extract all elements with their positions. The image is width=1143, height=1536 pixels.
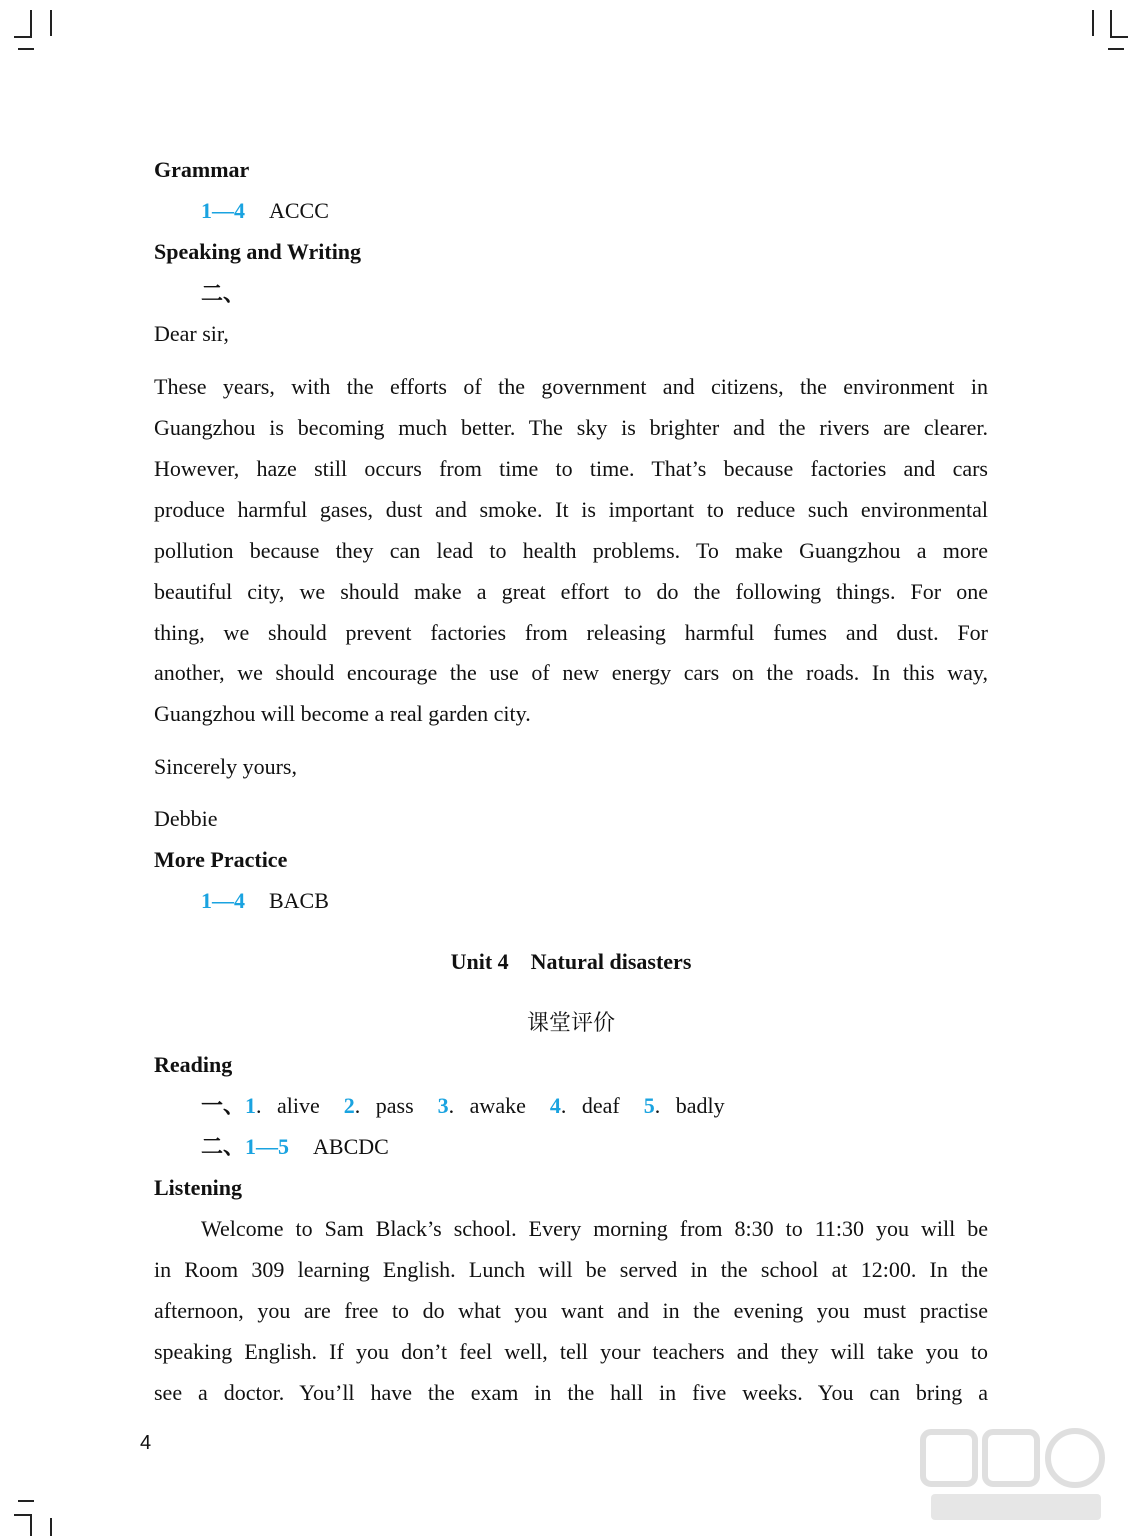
letter-line: produce harmful gases, dust and smoke. It is important to reduce such environmental: [154, 497, 988, 522]
reading-part1-row: 一、1. alive 2. pass 3. awake 4. deaf 5. badly: [201, 1093, 725, 1118]
unit-title: Unit 4 Natural disasters: [450, 949, 692, 974]
reading-part2-number: 1—5: [245, 1134, 290, 1159]
grammar-item-number: 1—4: [201, 198, 245, 223]
reading-part1-label: 一、: [201, 1093, 246, 1118]
letter-line: However, haze still occurs from time to time. That’s because factories and cars: [154, 456, 988, 481]
speaking-writing-heading: Speaking and Writing: [154, 239, 362, 264]
crop-mark-bl-h: [18, 1500, 34, 1502]
grammar-answer-row: [201, 198, 329, 224]
letter-line: Guangzhou will become a real garden city.: [154, 701, 531, 726]
crop-mark-tr-v1: [1092, 10, 1094, 36]
listening-line: Welcome to Sam Black’s school. Every morning from 8:30 to 11:30 you will be: [201, 1216, 988, 1241]
letter-salutation: Dear sir,: [154, 321, 229, 346]
letter-closing: Sincerely yours,: [154, 754, 297, 779]
unit-subtitle: 课堂评价: [526, 1011, 615, 1036]
watermark-logo: [913, 1426, 1113, 1526]
crop-mark-bl-v1: [30, 1514, 32, 1536]
crop-mark-tl-h2: [18, 48, 34, 50]
listening-line: see a doctor. You’ll have the exam in the hall in five weeks. You can bring a: [154, 1380, 988, 1405]
letter-line: beautiful city, we should make a great effort to do the following things. For one: [154, 579, 988, 604]
letter-line: Guangzhou is becoming much better. The sky is brighter and the rivers are clearer.: [154, 415, 988, 440]
page-number: 4: [140, 1432, 152, 1454]
letter-line: another, we should encourage the use of new energy cars on the roads. In this way,: [154, 660, 988, 685]
reading-heading: Reading: [154, 1052, 233, 1077]
more-practice-answer-row: [201, 888, 329, 914]
speaking-part-label: 二、: [201, 281, 246, 306]
crop-mark-bl-v2: [50, 1518, 52, 1536]
reading-part2-row: [201, 1134, 389, 1160]
reading-item-number: 2: [343, 1093, 355, 1118]
reading-item-number: 3: [437, 1093, 449, 1118]
reading-item-number: 1: [245, 1093, 257, 1118]
reading-part2-label: 二、: [201, 1134, 246, 1159]
listening-heading: Listening: [154, 1175, 243, 1200]
crop-mark-tl-v2: [50, 10, 52, 36]
crop-mark-tr-h: [1110, 36, 1128, 38]
reading-item-word: badly: [675, 1093, 725, 1118]
letter-line: thing, we should prevent factories from releasing harmful fumes and dust. For: [154, 620, 988, 645]
crop-mark-tr-v2: [1110, 10, 1112, 36]
reading-item-word: deaf: [581, 1093, 620, 1118]
crop-mark-tl-v1: [30, 10, 32, 36]
listening-line: speaking English. If you don’t feel well, tell your teachers and they will take you to: [154, 1339, 988, 1364]
more-practice-heading: More Practice: [154, 847, 288, 872]
listening-line: in Room 309 learning English. Lunch will be served in the school at 12:00. In the: [154, 1257, 988, 1282]
letter-line: pollution because they can lead to health problems. To make Guangzhou a more: [154, 538, 988, 563]
reading-item-number: 4: [549, 1093, 561, 1118]
grammar-heading: Grammar: [154, 157, 250, 182]
listening-line: afternoon, you are free to do what you want and in the evening you must practise: [154, 1298, 988, 1323]
crop-mark-tl-h: [14, 36, 32, 38]
more-practice-item-number: 1—4: [201, 888, 245, 913]
more-practice-answer: BACB: [269, 888, 329, 913]
reading-item-word: pass: [375, 1093, 414, 1118]
grammar-answer: ACCC: [269, 198, 329, 223]
crop-mark-tr-h2: [1108, 48, 1124, 50]
reading-item-number: 5: [643, 1093, 655, 1118]
reading-part2-answer: ABCDC: [313, 1134, 389, 1159]
letter-line: These years, with the efforts of the government and citizens, the environment in: [154, 374, 988, 399]
reading-item-word: awake: [469, 1093, 526, 1118]
letter-signature: Debbie: [154, 806, 218, 831]
reading-item-word: alive: [277, 1093, 320, 1118]
